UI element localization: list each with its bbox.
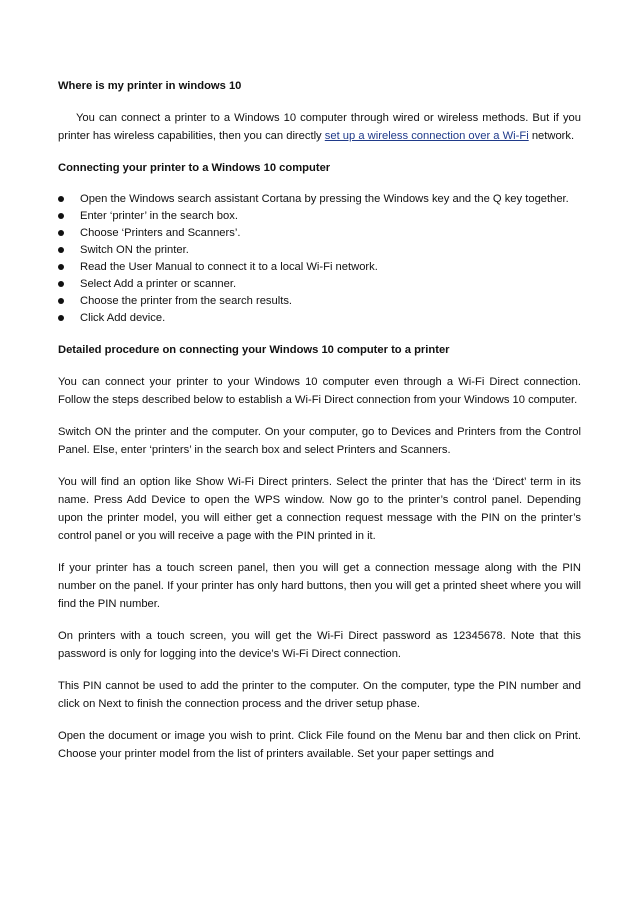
bullet-icon	[58, 281, 64, 287]
list-item: Read the User Manual to connect it to a local Wi-Fi network.	[58, 259, 581, 276]
body-paragraph: Switch ON the printer and the computer. On your computer, go to Devices and Printers from the Control Panel. Else, enter ‘printers’ in the search box and select Printers and Scanners.	[58, 426, 581, 456]
steps-list	[58, 191, 581, 327]
intro-text-after: network.	[528, 130, 575, 142]
intro-text-before: You can connect a printer to a Windows 10 computer through wired or wireless methods. But if you printer has wireless capabilities, then you can directly	[58, 112, 581, 142]
list-item: Enter ‘printer’ in the search box.	[58, 208, 581, 225]
list-item: Select Add a printer or scanner.	[58, 276, 581, 293]
body-paragraph: You can connect your printer to your Windows 10 computer even through a Wi-Fi Direct connection. Follow the steps described below to establish a Wi-Fi Direct connection from your Windows 10 computer.	[58, 376, 581, 406]
bullet-icon	[58, 247, 64, 253]
list-item: Open the Windows search assistant Cortana by pressing the Windows key and the Q key together.	[58, 191, 581, 208]
page-title: Where is my printer in windows 10	[58, 80, 242, 92]
bullet-icon	[58, 196, 64, 202]
list-item: Click Add device.	[58, 310, 581, 327]
list-item: Switch ON the printer.	[58, 242, 581, 259]
body-paragraph: You will find an option like Show Wi-Fi Direct printers. Select the printer that has the ‘Direct’ term in its name. Press Add Device to open the WPS window. Now go to the printer’s control panel. Depending upon the printer model, you will either get a connection request message with the PIN on the printer’s control panel or you will receive a page with the PIN printed in it.	[58, 476, 581, 542]
list-item: Choose the printer from the search results.	[58, 293, 581, 310]
bullet-icon	[58, 213, 64, 219]
list-item: Choose ‘Printers and Scanners’.	[58, 225, 581, 242]
section-heading-detailed: Detailed procedure on connecting your Windows 10 computer to a printer	[58, 344, 450, 356]
body-paragraph: This PIN cannot be used to add the printer to the computer. On the computer, type the PIN number and click on Next to finish the connection process and the driver setup phase.	[58, 680, 581, 710]
section-heading-connecting: Connecting your printer to a Windows 10 computer	[58, 162, 331, 174]
bullet-icon	[58, 298, 64, 304]
bullet-icon	[58, 315, 64, 321]
body-paragraph: Open the document or image you wish to print. Click File found on the Menu bar and then click on Print. Choose your printer model from the list of printers available. Set your paper settings and	[58, 730, 581, 760]
bullet-icon	[58, 264, 64, 270]
body-paragraph: If your printer has a touch screen panel, then you will get a connection message along with the PIN number on the panel. If your printer has only hard buttons, then you will get a printed sheet where you will find the PIN number.	[58, 562, 581, 610]
intro-paragraph	[58, 109, 581, 145]
body-paragraph: On printers with a touch screen, you will get the Wi-Fi Direct password as 12345678. Note that this password is only for logging into the device’s Wi-Fi Direct connection.	[58, 630, 581, 660]
bullet-icon	[58, 230, 64, 236]
wireless-connection-link[interactable]: set up a wireless connection over a Wi-Fi	[324, 130, 529, 142]
